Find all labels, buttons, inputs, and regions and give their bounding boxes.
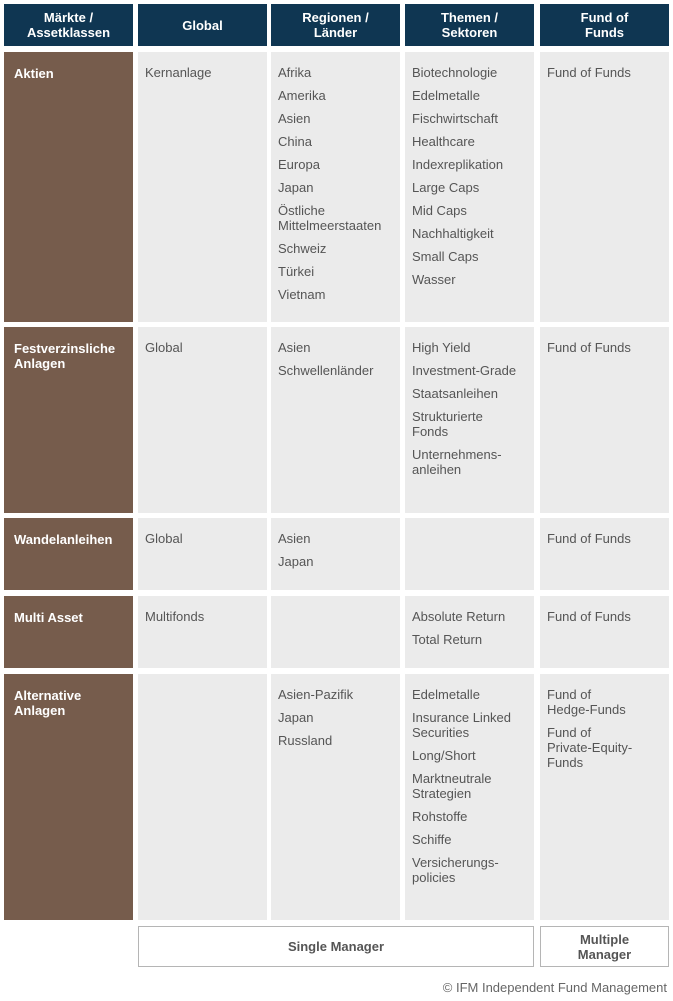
- list-item: Small Caps: [412, 249, 479, 264]
- list-item: Asien: [278, 340, 311, 355]
- list-item: Biotechnologie: [412, 65, 498, 80]
- list-item: Global: [145, 340, 183, 355]
- list-item: Indexreplikation: [412, 157, 504, 172]
- list-item: Japan: [278, 710, 314, 725]
- list-item: Vietnam: [278, 287, 326, 302]
- row-label-festverzinsliche: Festverzinsliche Anlagen: [4, 327, 133, 513]
- list-item: Fund of Funds: [547, 340, 631, 355]
- cell-aktien-themes: [405, 52, 534, 322]
- cell-wandelanleihen-regions: [271, 518, 400, 590]
- cell-multi-asset-fof: [540, 596, 669, 668]
- list-item: Edelmetalle: [412, 687, 480, 702]
- list-item: Asien: [278, 111, 311, 126]
- list-item: Fund of Hedge-Funds: [547, 687, 626, 717]
- list-item: Staatsanleihen: [412, 386, 499, 401]
- list-item: Unternehmens- anleihen: [412, 447, 502, 477]
- cell-alternative-themes: [405, 674, 534, 920]
- list-item: Investment-Grade: [412, 363, 517, 378]
- header-regions: Regionen / Länder: [271, 4, 400, 46]
- cell-festverzinsliche-fof: [540, 327, 669, 513]
- list-item: Long/Short: [412, 748, 476, 763]
- list-item: Strukturierte Fonds: [412, 409, 483, 439]
- list-item: Schweiz: [278, 241, 327, 256]
- row-label-wandelanleihen: Wandelanleihen: [4, 518, 133, 590]
- list-item: Insurance Linked Securities: [412, 710, 512, 740]
- header-global: Global: [138, 4, 267, 46]
- list-item: Asien: [278, 531, 311, 546]
- list-item: Absolute Return: [412, 609, 506, 624]
- list-item: Asien-Pazifik: [278, 687, 354, 702]
- list-item: Schiffe: [412, 832, 452, 847]
- cell-alternative-fof: [540, 674, 669, 920]
- list-item: Fund of Funds: [547, 609, 631, 624]
- list-item: Edelmetalle: [412, 88, 480, 103]
- list-item: Fund of Funds: [547, 531, 631, 546]
- list-item: Japan: [278, 180, 314, 195]
- list-item: Wasser: [412, 272, 456, 287]
- list-item: Russland: [278, 733, 333, 748]
- list-item: Fund of Private-Equity- Funds: [547, 725, 633, 770]
- cell-festverzinsliche-themes: [405, 327, 534, 513]
- single-manager-label: Single Manager: [138, 926, 534, 967]
- cell-multi-asset-regions: [271, 596, 400, 668]
- row-label-multi-asset: Multi Asset: [4, 596, 133, 668]
- list-item: High Yield: [412, 340, 471, 355]
- list-item: Fund of Funds: [547, 65, 631, 80]
- cell-alternative-global: [138, 674, 267, 920]
- list-item: Japan: [278, 554, 314, 569]
- cell-aktien-global: [138, 52, 267, 322]
- cell-multi-asset-global: [138, 596, 267, 668]
- cell-wandelanleihen-global: [138, 518, 267, 590]
- list-item: Multifonds: [145, 609, 205, 624]
- header-themes: Themen / Sektoren: [405, 4, 534, 46]
- row-label-aktien: Aktien: [4, 52, 133, 322]
- list-item: Rohstoffe: [412, 809, 468, 824]
- list-item: Türkei: [278, 264, 315, 279]
- list-item: Schwellenländer: [278, 363, 374, 378]
- cell-aktien-fof: [540, 52, 669, 322]
- list-item: Europa: [278, 157, 320, 172]
- list-item: Afrika: [278, 65, 312, 80]
- list-item: Kernanlage: [145, 65, 212, 80]
- list-item: Marktneutrale Strategien: [412, 771, 492, 801]
- header-markets: Märkte / Assetklassen: [4, 4, 133, 46]
- list-item: Nachhaltigkeit: [412, 226, 494, 241]
- cell-multi-asset-themes: [405, 596, 534, 668]
- list-item: Mid Caps: [412, 203, 467, 218]
- header-fof: Fund of Funds: [540, 4, 669, 46]
- list-item: Amerika: [278, 88, 326, 103]
- cell-aktien-regions: [271, 52, 400, 322]
- list-item: Global: [145, 531, 183, 546]
- cell-festverzinsliche-regions: [271, 327, 400, 513]
- cell-festverzinsliche-global: [138, 327, 267, 513]
- list-item: Healthcare: [412, 134, 475, 149]
- list-item: Fischwirtschaft: [412, 111, 498, 126]
- list-item: Total Return: [412, 632, 483, 647]
- copyright-notice: © IFM Independent Fund Management: [442, 980, 667, 995]
- list-item: Östliche Mittelmeerstaaten: [278, 203, 382, 233]
- row-label-alternative: Alternative Anlagen: [4, 674, 133, 920]
- list-item: China: [278, 134, 312, 149]
- list-item: Large Caps: [412, 180, 480, 195]
- cell-wandelanleihen-fof: [540, 518, 669, 590]
- list-item: Versicherungs- policies: [412, 855, 499, 885]
- cell-alternative-regions: [271, 674, 400, 920]
- cell-wandelanleihen-themes: [405, 518, 534, 590]
- multiple-manager-label: Multiple Manager: [540, 926, 669, 967]
